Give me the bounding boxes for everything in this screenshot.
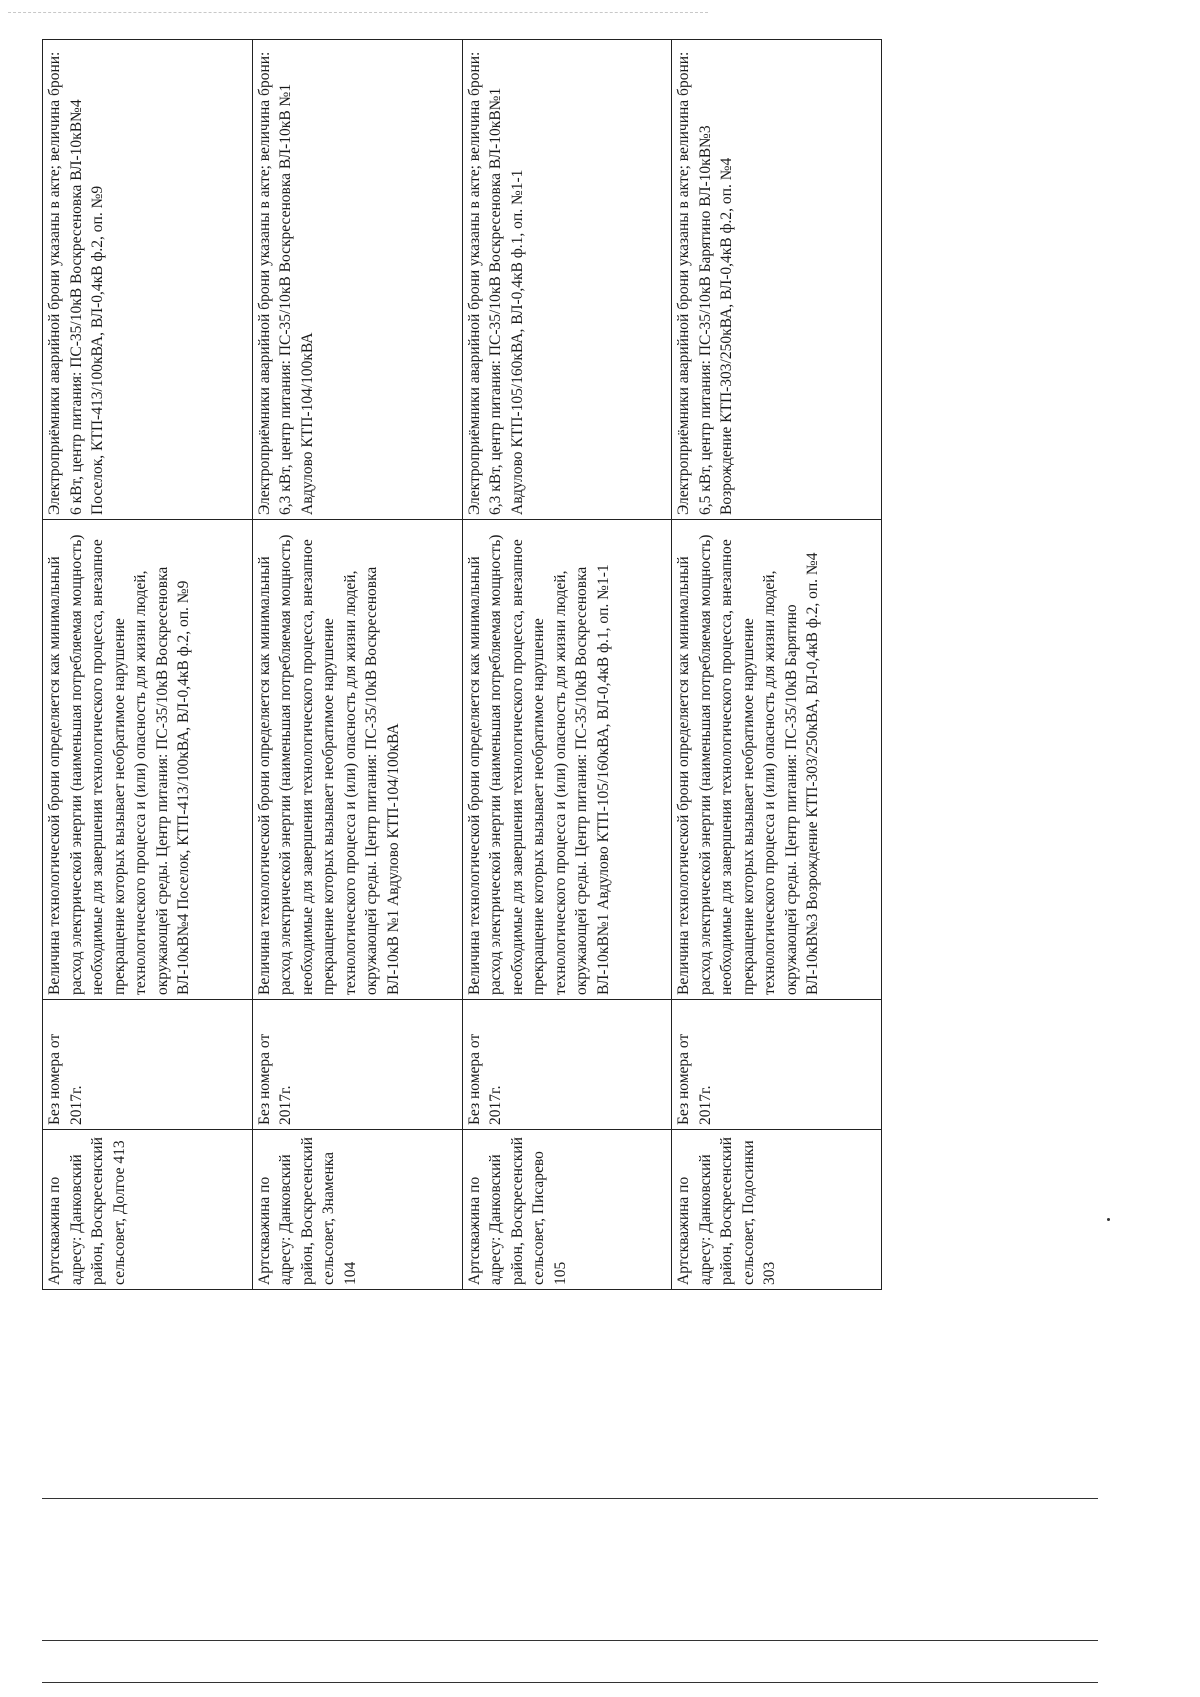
act-reference-cell: Без номера от 2017г. (462, 1000, 672, 1130)
horizontal-rule (42, 1640, 1098, 1641)
rotated-table-container (42, 40, 882, 1290)
act-reference-cell: Без номера от 2017г. (252, 1000, 462, 1130)
horizontal-rule (42, 1498, 1098, 1499)
object-address-cell: Артскважина по адресу: Данковский район, Воскресенский сельсовет, Знаменка 104 (252, 1130, 462, 1290)
scan-edge-line (8, 12, 708, 13)
table-row (252, 40, 462, 1290)
table-row (462, 40, 672, 1290)
object-address-cell: Артскважина по адресу: Данковский район, Воскресенский сельсовет, Подосинки 303 (672, 1130, 882, 1290)
emergency-reserve-cell: Электроприёмники аварийной брони указаны в акте; величина брони: 6 кВт, центр питания: ПС-35/10кВ Воскресеновка ВЛ-10кВ№4 Поселок, КТП-413/100кВА, ВЛ-0,4кВ ф.2, оп. №9 (43, 40, 253, 520)
emergency-reserve-cell: Электроприёмники аварийной брони указаны в акте; величина брони: 6,3 кВт, центр питания: ПС-35/10кВ Воскресеновка ВЛ-10кВ№1 Авдулово КТП-105/160кВА, ВЛ-0,4кВ ф.1, оп. №1-1 (462, 40, 672, 520)
technological-reserve-cell: Величина технологической брони определяется как минимальный расход электрической энергии (наименьшая потребляемая мощность) необходимые для завершения технологического процесса, внезапное прекращение которых вызывает необратимое нарушение технологического процесса и (или) опасность для жизни людей, окружающей среды. Центр питания: ПС-35/10кВ Воскресеновка ВЛ-10кВ №1 Авдулово КТП-104/100кВА (252, 520, 462, 1000)
horizontal-rule (42, 1682, 1098, 1683)
scan-speck (1107, 1218, 1110, 1221)
act-reference-cell: Без номера от 2017г. (672, 1000, 882, 1130)
technological-reserve-cell: Величина технологической брони определяется как минимальный расход электрической энергии (наименьшая потребляемая мощность) необходимые для завершения технологического процесса, внезапное прекращение которых вызывает необратимое нарушение технологического процесса и (или) опасность для жизни людей, окружающей среды. Центр питания: ПС-35/10кВ Воскресеновка ВЛ-10кВ№4 Поселок, КТП-413/100кВА, ВЛ-0,4кВ ф.2, оп. №9 (43, 520, 253, 1000)
table-row (672, 40, 882, 1290)
object-address-cell: Артскважина по адресу: Данковский район, Воскресенский сельсовет, Долгое 413 (43, 1130, 253, 1290)
technological-reserve-cell: Величина технологической брони определяется как минимальный расход электрической энергии (наименьшая потребляемая мощность) необходимые для завершения технологического процесса, внезапное прекращение которых вызывает необратимое нарушение технологического процесса и (или) опасность для жизни людей, окружающей среды. Центр питания: ПС-35/10кВ Воскресеновка ВЛ-10кВ№1 Авдулово КТП-105/160кВА, ВЛ-0,4кВ ф.1, оп. №1-1 (462, 520, 672, 1000)
power-reservation-table (42, 39, 882, 1290)
emergency-reserve-cell: Электроприёмники аварийной брони указаны в акте; величина брони: 6,5 кВт, центр питания: ПС-35/10кВ Барятино ВЛ-10кВ№3 Возрождение КТП-303/250кВА, ВЛ-0,4кВ ф.2, оп. №4 (672, 40, 882, 520)
table-row (43, 40, 253, 1290)
object-address-cell: Артскважина по адресу: Данковский район, Воскресенский сельсовет, Писарево 105 (462, 1130, 672, 1290)
emergency-reserve-cell: Электроприёмники аварийной брони указаны в акте; величина брони: 6,3 кВт, центр питания: ПС-35/10кВ Воскресеновка ВЛ-10кВ №1 Авдулово КТП-104/100кВА (252, 40, 462, 520)
act-reference-cell: Без номера от 2017г. (43, 1000, 253, 1130)
technological-reserve-cell: Величина технологической брони определяется как минимальный расход электрической энергии (наименьшая потребляемая мощность) необходимые для завершения технологического процесса, внезапное прекращение которых вызывает необратимое нарушение технологического процесса и (или) опасность для жизни людей, окружающей среды. Центр питания: ПС-35/10кВ Барятино ВЛ-10кВ№3 Возрождение КТП-303/250кВА, ВЛ-0,4кВ ф.2, оп. №4 (672, 520, 882, 1000)
